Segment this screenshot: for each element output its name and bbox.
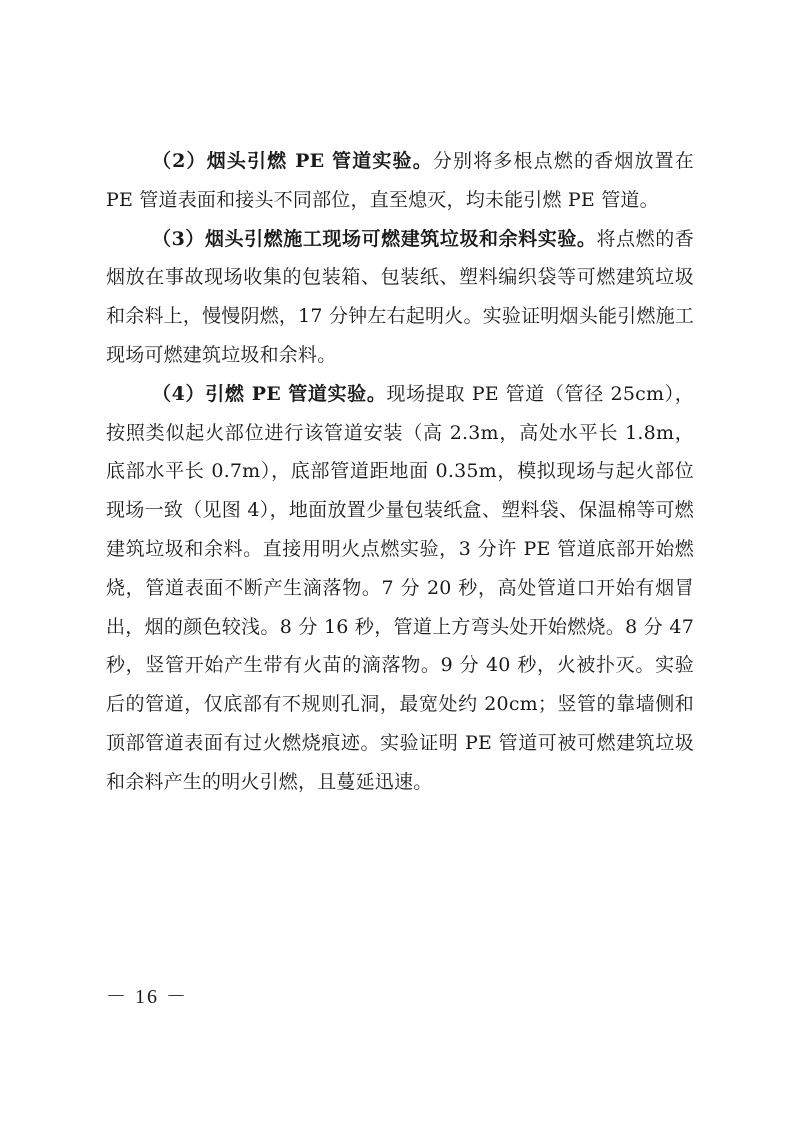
paragraph-text: 分别将多根点燃的香烟放置在 PE 管道表面和接头不同部位，直至熄灭，均未能引燃 PE 管道。	[106, 150, 694, 211]
paragraph-cigarette-pe-pipe-test	[106, 142, 694, 220]
paragraph-text: 现场提取 PE 管道（管径 25cm），按照类似起火部位进行该管道安装（高 2.3m，高处水平长 1.8m，底部水平长 0.7m），底部管道距地面 0.35m，模拟现场与起火部位现场一致（见图 4），地面放置少量包装纸盒、塑料袋、保温棉等可燃建筑垃圾和余料。直接用明火点燃实验，3 分许 PE 管道底部开始燃烧，管道表面不断产生滴落物。7 分 20 秒，高处管道口开始有烟冒出，烟的颜色较浅。8 分 16 秒，管道上方弯头处开始燃烧。8 分 47 秒，竖管开始产生带有火苗的滴落物。9 分 40 秒，火被扑灭。实验后的管道，仅底部有不规则孔洞，最宽处约 20cm；竖管的靠墙侧和顶部管道表面有过火燃烧痕迹。实验证明 PE 管道可被可燃建筑垃圾和余料产生的明火引燃，且蔓延迅速。	[106, 382, 694, 793]
paragraph-heading: （3）烟头引燃施工现场可燃建筑垃圾和余料实验。	[152, 227, 597, 250]
paragraph-heading: （4）引燃 PE 管道实验。	[152, 382, 387, 405]
document-body	[106, 142, 694, 802]
paragraph-text: 将点燃的香烟放在事故现场收集的包装箱、包装纸、塑料编织袋等可燃建筑垃圾和余料上，慢慢阴燃，17 分钟左右起明火。实验证明烟头能引燃施工现场可燃建筑垃圾和余料。	[106, 227, 694, 366]
paragraph-cigarette-construction-waste-test	[106, 220, 694, 375]
paragraph-heading: （2）烟头引燃 PE 管道实验。	[152, 150, 433, 172]
page-number: － 16 －	[106, 986, 188, 1008]
paragraph-ignite-pe-pipe-test	[106, 375, 694, 802]
